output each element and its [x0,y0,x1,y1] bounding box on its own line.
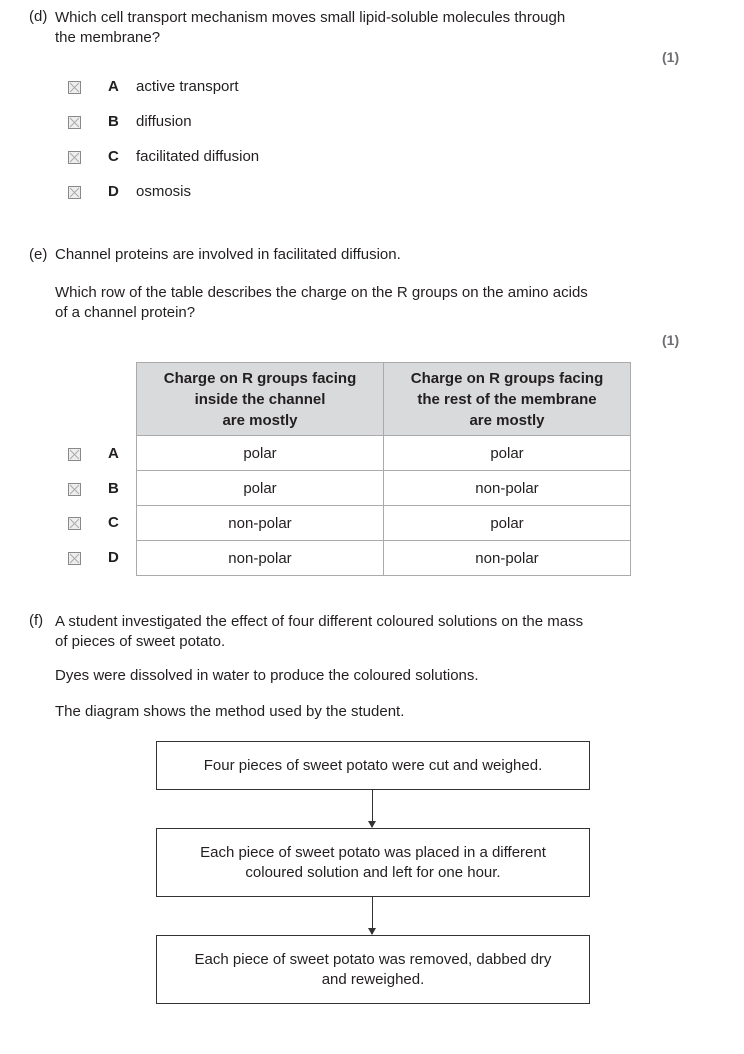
cell-inside: non-polar [137,506,384,541]
option-letter: D [108,549,119,567]
question-e-intro: Channel proteins are involved in facilitated diffusion. [55,246,401,263]
question-f-label: (f) [29,612,44,629]
text-line: A student investigated the effect of four different coloured solutions on the mass [55,613,584,630]
text-line: of pieces of sweet potato. [55,633,226,650]
checkbox-d-B[interactable] [68,116,81,129]
question-e-text [55,283,588,323]
marks-d: (1) [662,49,680,65]
question-d-label: (d) [29,8,48,25]
header-rest [384,363,631,436]
checkbox-e-B[interactable] [68,483,81,496]
marks-e: (1) [662,332,680,348]
option-text: diffusion [136,113,192,130]
cell-inside: non-polar [137,541,384,576]
question-f-p2: Dyes were dissolved in water to produce the coloured solutions. [55,667,479,684]
header-line: the rest of the membrane [417,390,597,408]
header-line: are mostly [469,411,545,429]
question-line: of a channel protein? [55,304,196,321]
step-line: Each piece of sweet potato was removed, dabbed dry [194,950,552,968]
question-line: Which cell transport mechanism moves small lipid-soluble molecules through [55,9,566,26]
checkbox-e-D[interactable] [68,552,81,565]
header-line: are mostly [222,411,298,429]
header-inside [137,363,384,436]
option-letter: D [108,183,119,200]
option-text: osmosis [136,183,192,200]
checkbox-e-C[interactable] [68,517,81,530]
option-text: facilitated diffusion [136,148,260,165]
header-line: Charge on R groups facing [410,369,604,387]
header-line: inside the channel [194,390,326,408]
arrow-down-icon [372,896,373,934]
table-row [137,471,631,506]
cell-inside: polar [137,436,384,471]
charge-table [136,362,631,576]
option-letter: A [108,445,119,462]
cell-rest: polar [384,506,631,541]
table-row [137,506,631,541]
option-text: active transport [136,78,239,95]
header-line: Charge on R groups facing [163,369,357,387]
question-line: the membrane? [55,29,161,46]
method-step-2 [156,828,590,897]
option-letter: C [108,148,119,165]
cell-rest: polar [384,436,631,471]
cell-rest: non-polar [384,541,631,576]
cell-inside: polar [137,471,384,506]
question-d-text [55,8,565,48]
option-letter: B [108,113,119,130]
option-letter: C [108,514,119,532]
method-step-1 [156,741,590,790]
question-f-intro [55,612,583,652]
step-line: Each piece of sweet potato was placed in a different [200,843,546,861]
option-letter: B [108,479,119,497]
table-row [137,541,631,576]
checkbox-e-A[interactable] [68,448,81,461]
question-line: Which row of the table describes the charge on the R groups on the amino acids [55,284,588,301]
checkbox-d-D[interactable] [68,186,81,199]
question-e-label: (e) [29,246,48,263]
table-header-row [137,363,631,436]
step-line: and reweighed. [321,970,425,988]
checkbox-d-A[interactable] [68,81,81,94]
checkbox-d-C[interactable] [68,151,81,164]
option-letter: A [108,78,119,95]
arrow-down-icon [372,789,373,827]
cell-rest: non-polar [384,471,631,506]
step-line: coloured solution and left for one hour. [245,863,501,881]
method-step-3 [156,935,590,1004]
question-f-p3: The diagram shows the method used by the student. [55,703,405,720]
table-row [137,436,631,471]
step-line: Four pieces of sweet potato were cut and weighed. [203,756,543,774]
